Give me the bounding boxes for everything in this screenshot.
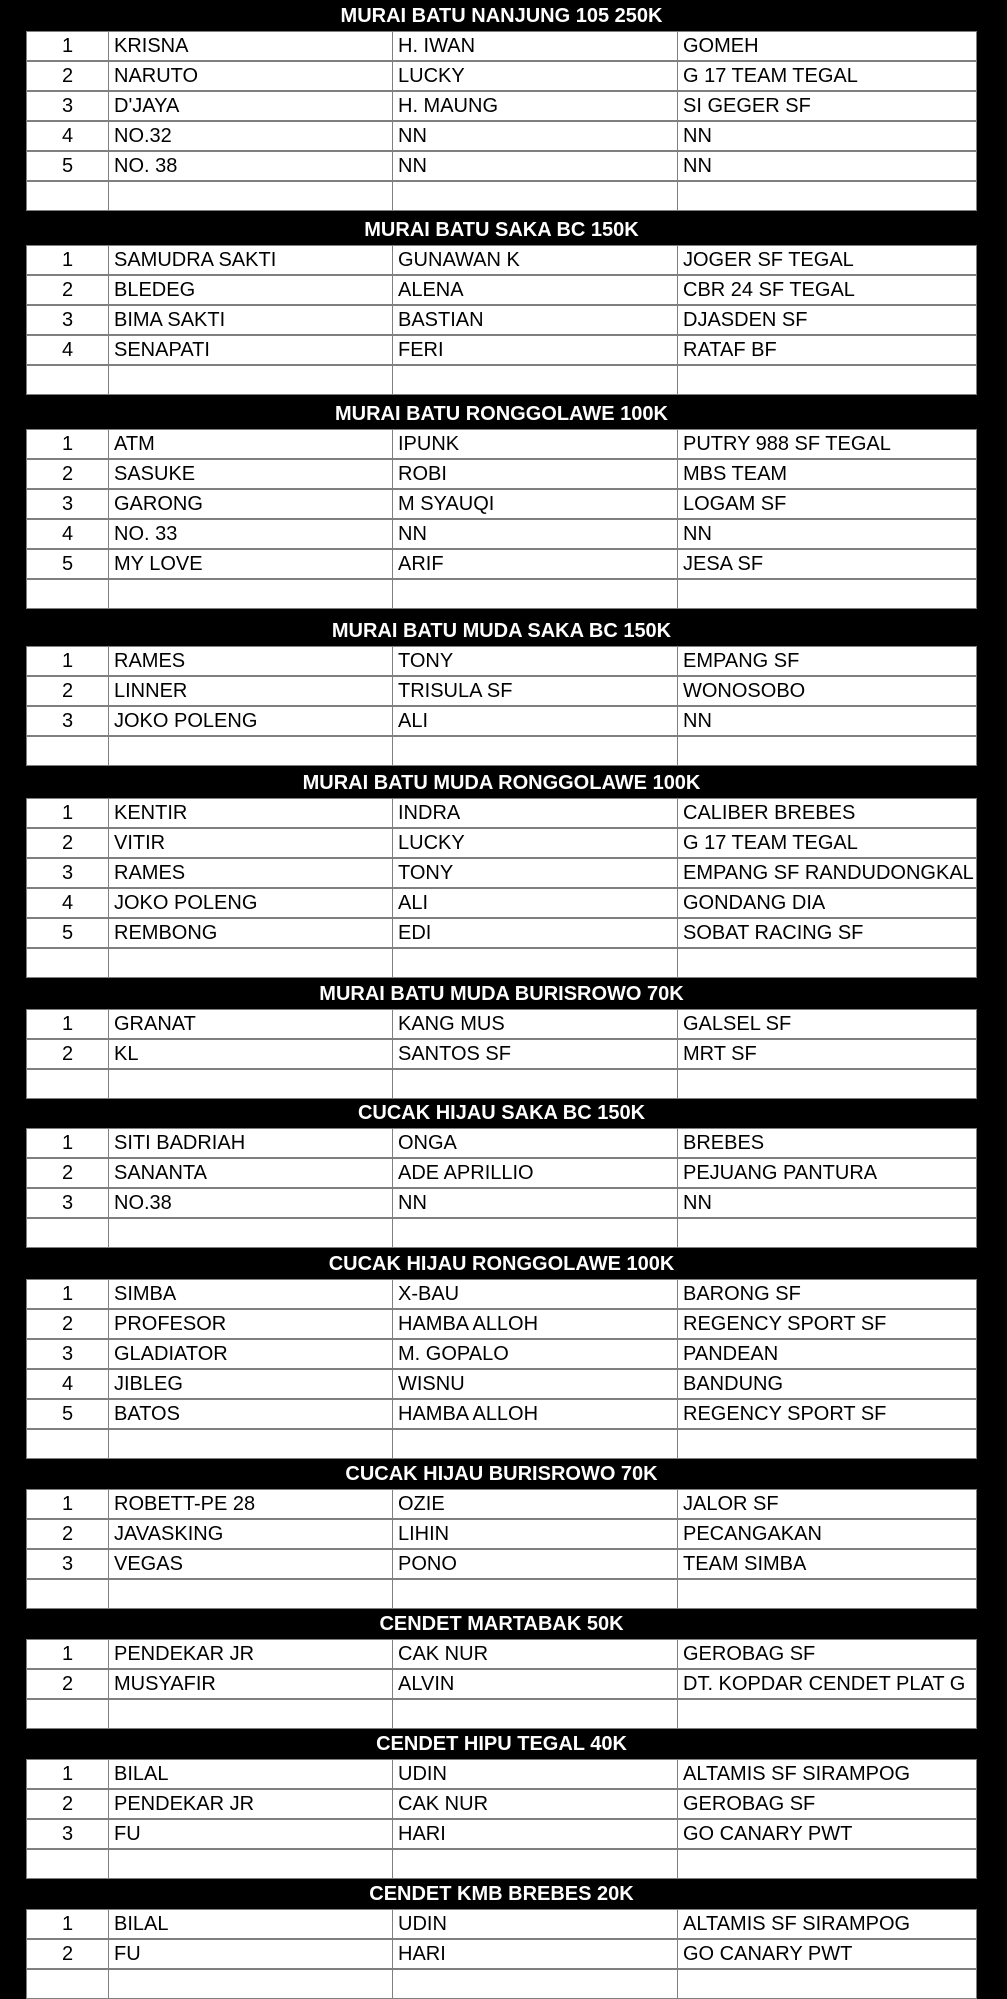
table-row <box>26 798 977 828</box>
table-row <box>26 1849 977 1879</box>
owner-cell: H. IWAN <box>393 32 678 60</box>
owner-cell: HAMBA ALLOH <box>393 1310 678 1338</box>
table-row <box>26 1279 977 1309</box>
table-row <box>26 489 977 519</box>
bird-name-cell <box>109 366 393 394</box>
team-cell: NN <box>683 154 712 177</box>
owner-cell <box>393 1430 678 1458</box>
rank-cell: 1 <box>27 799 109 827</box>
rank-cell: 3 <box>27 707 109 735</box>
team-cell: BREBES <box>683 1131 765 1154</box>
team-cell: GALSEL SF <box>683 1012 792 1035</box>
bird-name-cell <box>109 1430 393 1458</box>
rank-cell: 3 <box>27 1340 109 1368</box>
team-cell: DT. KOPDAR CENDET PLAT G <box>683 1672 966 1695</box>
table-row <box>26 1819 977 1849</box>
rank-cell: 2 <box>27 276 109 304</box>
team-cell: BANDUNG <box>683 1372 784 1395</box>
rank-cell: 2 <box>27 829 109 857</box>
bird-name-cell: GLADIATOR <box>109 1340 393 1368</box>
bird-name-cell <box>109 949 393 977</box>
table-row <box>26 429 977 459</box>
rank-cell <box>27 1219 109 1247</box>
bird-name-cell: BLEDEG <box>109 276 393 304</box>
table-row <box>26 1789 977 1819</box>
bird-name-cell: JIBLEG <box>109 1370 393 1398</box>
team-cell: EMPANG SF RANDUDONGKAL <box>683 861 974 884</box>
table-row <box>26 1909 977 1939</box>
table-row <box>26 706 977 736</box>
rank-cell: 3 <box>27 1189 109 1217</box>
owner-cell: M SYAUQI <box>393 490 678 518</box>
section-title: CUCAK HIJAU SAKA BC 150K <box>357 1102 646 1124</box>
table-row <box>26 1009 977 1039</box>
owner-cell: H. MAUNG <box>393 92 678 120</box>
table-row <box>26 858 977 888</box>
owner-cell: CAK NUR <box>393 1640 678 1668</box>
team-cell <box>678 737 978 765</box>
table-row <box>26 1069 977 1099</box>
team-cell: G 17 TEAM TEGAL <box>683 831 858 854</box>
rank-cell: 4 <box>27 336 109 364</box>
table-row <box>26 1128 977 1158</box>
table-row <box>26 1489 977 1519</box>
owner-cell: ALVIN <box>393 1670 678 1698</box>
bird-name-cell: ROBETT-PE 28 <box>109 1490 393 1518</box>
bird-name-cell: JOKO POLENG <box>109 707 393 735</box>
bird-name-cell: KENTIR <box>109 799 393 827</box>
owner-cell: X-BAU <box>393 1280 678 1308</box>
table-row <box>26 1699 977 1729</box>
bird-name-cell: VEGAS <box>109 1550 393 1578</box>
table-row <box>26 275 977 305</box>
rank-cell: 1 <box>27 32 109 60</box>
section-title: MURAI BATU NANJUNG 105 250K <box>340 5 663 27</box>
bird-name-cell: BILAL <box>109 1910 393 1938</box>
rank-cell: 2 <box>27 677 109 705</box>
bird-name-cell: FU <box>109 1940 393 1968</box>
team-cell: CALIBER BREBES <box>683 801 856 824</box>
owner-cell: NN <box>393 1189 678 1217</box>
bird-name-cell: MUSYAFIR <box>109 1670 393 1698</box>
section-title: CUCAK HIJAU BURISROWO 70K <box>345 1463 658 1485</box>
team-cell: G 17 TEAM TEGAL <box>683 64 858 87</box>
rank-cell: 2 <box>27 1670 109 1698</box>
table-row <box>26 579 977 609</box>
rank-cell: 1 <box>27 1760 109 1788</box>
team-cell <box>678 1970 978 1998</box>
team-cell: WONOSOBO <box>683 679 806 702</box>
table-row <box>26 91 977 121</box>
owner-cell: TRISULA SF <box>393 677 678 705</box>
bird-name-cell: BILAL <box>109 1760 393 1788</box>
table-row <box>26 519 977 549</box>
owner-cell <box>393 1580 678 1608</box>
bird-name-cell: SITI BADRIAH <box>109 1129 393 1157</box>
team-cell: DJASDEN SF <box>683 308 808 331</box>
rank-cell: 2 <box>27 1159 109 1187</box>
team-cell: PANDEAN <box>683 1342 779 1365</box>
owner-cell: ALENA <box>393 276 678 304</box>
bird-name-cell: SIMBA <box>109 1280 393 1308</box>
team-cell: NN <box>683 522 712 545</box>
owner-cell: ROBI <box>393 460 678 488</box>
team-cell: SOBAT RACING SF <box>683 921 864 944</box>
rank-cell: 1 <box>27 647 109 675</box>
team-cell: JALOR SF <box>683 1492 779 1515</box>
bird-name-cell <box>109 1970 393 1998</box>
owner-cell: GUNAWAN K <box>393 246 678 274</box>
table-row <box>26 1039 977 1069</box>
rank-cell <box>27 1580 109 1608</box>
team-cell: PEJUANG PANTURA <box>683 1161 878 1184</box>
owner-cell: HARI <box>393 1820 678 1848</box>
rank-cell: 1 <box>27 1010 109 1038</box>
table-row <box>26 646 977 676</box>
bird-name-cell <box>109 182 393 210</box>
rank-cell <box>27 737 109 765</box>
owner-cell: SANTOS SF <box>393 1040 678 1068</box>
table-row <box>26 365 977 395</box>
rank-cell: 5 <box>27 1400 109 1428</box>
rank-cell: 1 <box>27 1910 109 1938</box>
team-cell: GO CANARY PWT <box>683 1942 853 1965</box>
owner-cell <box>393 182 678 210</box>
table-row <box>26 1759 977 1789</box>
owner-cell <box>393 949 678 977</box>
owner-cell: ALI <box>393 889 678 917</box>
rank-cell: 1 <box>27 430 109 458</box>
team-cell: SI GEGER SF <box>683 94 811 117</box>
owner-cell: HAMBA ALLOH <box>393 1400 678 1428</box>
table-row <box>26 736 977 766</box>
team-cell: NN <box>683 124 712 147</box>
bird-name-cell: SAMUDRA SAKTI <box>109 246 393 274</box>
table-row <box>26 1579 977 1609</box>
team-cell: CBR 24 SF TEGAL <box>683 278 855 301</box>
rank-cell: 2 <box>27 460 109 488</box>
team-cell: GONDANG DIA <box>683 891 826 914</box>
bird-name-cell: JOKO POLENG <box>109 889 393 917</box>
rank-cell: 3 <box>27 306 109 334</box>
bird-name-cell <box>109 580 393 608</box>
rank-cell <box>27 366 109 394</box>
bird-name-cell: SANANTA <box>109 1159 393 1187</box>
table-row <box>26 1369 977 1399</box>
table-row <box>26 1939 977 1969</box>
table-row <box>26 1639 977 1669</box>
team-cell: PUTRY 988 SF TEGAL <box>683 432 891 455</box>
bird-name-cell: JAVASKING <box>109 1520 393 1548</box>
team-cell: EMPANG SF <box>683 649 800 672</box>
team-cell: GEROBAG SF <box>683 1642 816 1665</box>
bird-name-cell: LINNER <box>109 677 393 705</box>
team-cell: MRT SF <box>683 1042 757 1065</box>
team-cell: LOGAM SF <box>683 492 787 515</box>
rank-cell: 1 <box>27 246 109 274</box>
rank-cell <box>27 1850 109 1878</box>
owner-cell: LUCKY <box>393 62 678 90</box>
section-title: MURAI BATU MUDA RONGGOLAWE 100K <box>302 772 701 794</box>
team-cell: GO CANARY PWT <box>683 1822 853 1845</box>
rank-cell: 1 <box>27 1490 109 1518</box>
owner-cell: HARI <box>393 1940 678 1968</box>
table-row <box>26 676 977 706</box>
section-title: CENDET KMB BREBES 20K <box>369 1883 634 1905</box>
team-cell: NN <box>683 1191 712 1214</box>
table-row <box>26 1188 977 1218</box>
rank-cell <box>27 182 109 210</box>
table-row <box>26 1969 977 1999</box>
owner-cell: INDRA <box>393 799 678 827</box>
table-row <box>26 31 977 61</box>
rank-cell <box>27 1970 109 1998</box>
team-cell <box>678 1430 978 1458</box>
bird-name-cell <box>109 1070 393 1098</box>
table-row <box>26 1549 977 1579</box>
team-cell <box>678 182 978 210</box>
owner-cell: TONY <box>393 859 678 887</box>
owner-cell: KANG MUS <box>393 1010 678 1038</box>
bird-name-cell <box>109 1580 393 1608</box>
rank-cell: 4 <box>27 520 109 548</box>
rank-cell <box>27 580 109 608</box>
table-row <box>26 305 977 335</box>
table-row <box>26 181 977 211</box>
owner-cell: M. GOPALO <box>393 1340 678 1368</box>
bird-name-cell: FU <box>109 1820 393 1848</box>
table-row <box>26 888 977 918</box>
rank-cell: 2 <box>27 62 109 90</box>
rank-cell <box>27 1700 109 1728</box>
table-row <box>26 1669 977 1699</box>
rank-cell: 1 <box>27 1640 109 1668</box>
owner-cell: IPUNK <box>393 430 678 458</box>
section-title: MURAI BATU RONGGOLAWE 100K <box>335 403 668 425</box>
bird-name-cell: REMBONG <box>109 919 393 947</box>
rank-cell: 2 <box>27 1520 109 1548</box>
rank-cell: 2 <box>27 1790 109 1818</box>
owner-cell <box>393 366 678 394</box>
rank-cell: 2 <box>27 1940 109 1968</box>
bird-name-cell: BATOS <box>109 1400 393 1428</box>
bird-name-cell: MY LOVE <box>109 550 393 578</box>
rank-cell: 3 <box>27 92 109 120</box>
bird-name-cell: KRISNA <box>109 32 393 60</box>
table-row <box>26 1339 977 1369</box>
owner-cell: TONY <box>393 647 678 675</box>
bird-name-cell: GRANAT <box>109 1010 393 1038</box>
team-cell <box>678 580 978 608</box>
bird-name-cell: NO. 33 <box>109 520 393 548</box>
team-cell <box>678 1219 978 1247</box>
rank-cell: 3 <box>27 1820 109 1848</box>
bird-name-cell: PROFESOR <box>109 1310 393 1338</box>
owner-cell: NN <box>393 122 678 150</box>
owner-cell: WISNU <box>393 1370 678 1398</box>
owner-cell: BASTIAN <box>393 306 678 334</box>
section-title: CENDET HIPU TEGAL 40K <box>376 1733 627 1755</box>
owner-cell: CAK NUR <box>393 1790 678 1818</box>
team-cell: GOMEH <box>683 34 759 57</box>
team-cell: RATAF BF <box>683 338 777 361</box>
table-row <box>26 1519 977 1549</box>
bird-name-cell: RAMES <box>109 647 393 675</box>
table-row <box>26 459 977 489</box>
table-row <box>26 1429 977 1459</box>
owner-cell: ARIF <box>393 550 678 578</box>
rank-cell: 4 <box>27 122 109 150</box>
rank-cell: 3 <box>27 490 109 518</box>
bird-name-cell: PENDEKAR JR <box>109 1790 393 1818</box>
team-cell <box>678 366 978 394</box>
owner-cell: PONO <box>393 1550 678 1578</box>
owner-cell: ONGA <box>393 1129 678 1157</box>
rank-cell: 5 <box>27 919 109 947</box>
team-cell: REGENCY SPORT SF <box>683 1312 887 1335</box>
table-row <box>26 1399 977 1429</box>
bird-name-cell: GARONG <box>109 490 393 518</box>
rank-cell <box>27 949 109 977</box>
rank-cell: 1 <box>27 1280 109 1308</box>
bird-name-cell: SASUKE <box>109 460 393 488</box>
owner-cell: LIHIN <box>393 1520 678 1548</box>
team-cell: GEROBAG SF <box>683 1792 816 1815</box>
table-row <box>26 549 977 579</box>
rank-cell: 2 <box>27 1310 109 1338</box>
team-cell: NN <box>683 709 712 732</box>
owner-cell: NN <box>393 520 678 548</box>
team-cell: ALTAMIS SF SIRAMPOG <box>683 1762 911 1785</box>
table-row <box>26 1218 977 1248</box>
rank-cell: 4 <box>27 889 109 917</box>
bird-name-cell: KL <box>109 1040 393 1068</box>
bird-name-cell: RAMES <box>109 859 393 887</box>
table-row <box>26 151 977 181</box>
rank-cell: 3 <box>27 1550 109 1578</box>
bird-name-cell: ATM <box>109 430 393 458</box>
table-row <box>26 335 977 365</box>
section-title: MURAI BATU MUDA BURISROWO 70K <box>319 983 684 1005</box>
table-row <box>26 1309 977 1339</box>
owner-cell: NN <box>393 152 678 180</box>
team-cell: JOGER SF TEGAL <box>683 248 854 271</box>
team-cell: ALTAMIS SF SIRAMPOG <box>683 1912 911 1935</box>
bird-name-cell: BIMA SAKTI <box>109 306 393 334</box>
owner-cell <box>393 1219 678 1247</box>
section-title: CUCAK HIJAU RONGGOLAWE 100K <box>328 1253 675 1275</box>
bird-name-cell: NARUTO <box>109 62 393 90</box>
owner-cell <box>393 1970 678 1998</box>
bird-name-cell <box>109 1219 393 1247</box>
owner-cell: ALI <box>393 707 678 735</box>
team-cell <box>678 1850 978 1878</box>
team-cell <box>678 949 978 977</box>
bird-name-cell: VITIR <box>109 829 393 857</box>
rank-cell: 5 <box>27 550 109 578</box>
owner-cell <box>393 580 678 608</box>
table-row <box>26 948 977 978</box>
owner-cell <box>393 737 678 765</box>
bird-name-cell: D'JAYA <box>109 92 393 120</box>
rank-cell <box>27 1070 109 1098</box>
bird-name-cell: NO. 38 <box>109 152 393 180</box>
bird-name-cell <box>109 1700 393 1728</box>
table-row <box>26 121 977 151</box>
bird-name-cell: SENAPATI <box>109 336 393 364</box>
owner-cell: OZIE <box>393 1490 678 1518</box>
team-cell: BARONG SF <box>683 1282 801 1305</box>
team-cell <box>678 1580 978 1608</box>
owner-cell: UDIN <box>393 1910 678 1938</box>
bird-name-cell <box>109 1850 393 1878</box>
rank-cell: 1 <box>27 1129 109 1157</box>
table-row <box>26 245 977 275</box>
table-row <box>26 61 977 91</box>
section-title: MURAI BATU SAKA BC 150K <box>364 219 639 241</box>
owner-cell <box>393 1700 678 1728</box>
bird-name-cell: PENDEKAR JR <box>109 1640 393 1668</box>
rank-cell: 2 <box>27 1040 109 1068</box>
owner-cell: LUCKY <box>393 829 678 857</box>
owner-cell: ADE APRILLIO <box>393 1159 678 1187</box>
owner-cell: FERI <box>393 336 678 364</box>
team-cell: JESA SF <box>683 552 764 575</box>
section-title: CENDET MARTABAK 50K <box>379 1613 624 1635</box>
team-cell <box>678 1700 978 1728</box>
owner-cell <box>393 1070 678 1098</box>
table-row <box>26 918 977 948</box>
table-row <box>26 828 977 858</box>
owner-cell: EDI <box>393 919 678 947</box>
table-row <box>26 1158 977 1188</box>
bird-name-cell: NO.32 <box>109 122 393 150</box>
rank-cell <box>27 1430 109 1458</box>
owner-cell <box>393 1850 678 1878</box>
bird-name-cell <box>109 737 393 765</box>
owner-cell: UDIN <box>393 1760 678 1788</box>
bird-name-cell: NO.38 <box>109 1189 393 1217</box>
team-cell: MBS TEAM <box>683 462 788 485</box>
team-cell: REGENCY SPORT SF <box>683 1402 887 1425</box>
rank-cell: 3 <box>27 859 109 887</box>
section-title: MURAI BATU MUDA SAKA BC 150K <box>331 620 672 642</box>
team-cell: TEAM SIMBA <box>683 1552 807 1575</box>
rank-cell: 4 <box>27 1370 109 1398</box>
team-cell <box>678 1070 978 1098</box>
team-cell: PECANGAKAN <box>683 1522 822 1545</box>
rank-cell: 5 <box>27 152 109 180</box>
